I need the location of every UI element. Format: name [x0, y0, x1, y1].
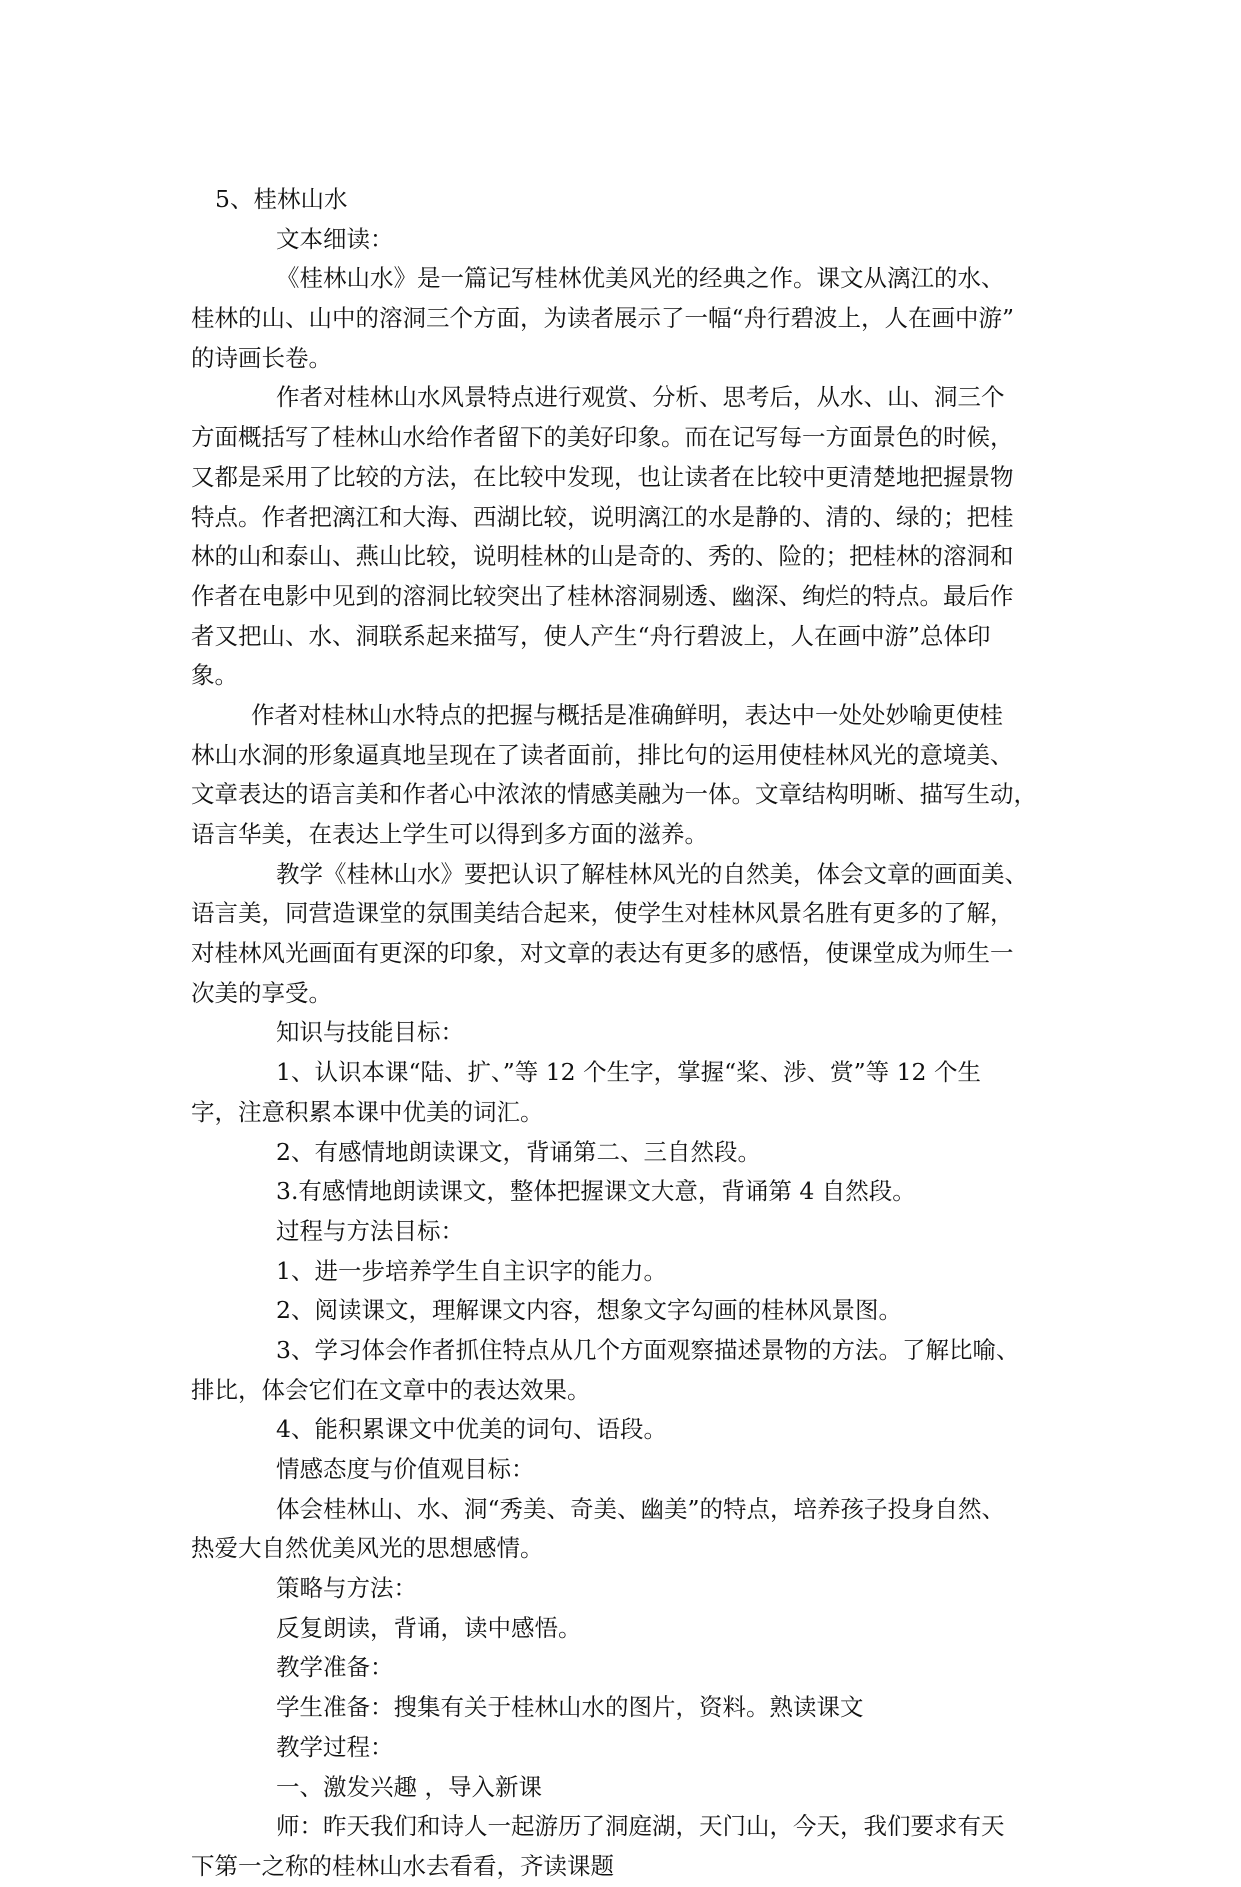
text-line: 过程与方法目标：	[276, 1216, 464, 1245]
text-line: 《桂林山水》是一篇记写桂林优美风光的经典之作。课文从漓江的水、	[276, 264, 1005, 293]
text-line: 排比，体会它们在文章中的表达效果。	[191, 1375, 591, 1404]
text-line: 者又把山、水、洞联系起来描写，使人产生“舟行碧波上，人在画中游”总体印	[191, 621, 991, 650]
text-line: 4、能积累课文中优美的词句、语段。	[276, 1415, 667, 1444]
text-line: 作者对桂林山水风景特点进行观赏、分析、思考后，从水、山、洞三个	[276, 383, 1005, 412]
text-line: 桂林的山、山中的溶洞三个方面，为读者展示了一幅“舟行碧波上，人在画中游”	[191, 304, 1015, 333]
text-line: 学生准备：搜集有关于桂林山水的图片，资料。熟读课文	[276, 1693, 864, 1722]
text-line: 次美的享受。	[191, 978, 332, 1007]
text-line: 情感态度与价值观目标：	[276, 1455, 535, 1483]
text-line: 字，注意积累本课中优美的词汇。	[191, 1097, 544, 1126]
text-line: 2、有感情地朗读课文，背诵第二、三自然段。	[276, 1137, 761, 1166]
text-line: 2、阅读课文，理解课文内容，想象文字勾画的桂林风景图。	[276, 1296, 902, 1325]
text-line: 下第一之称的桂林山水去看看，齐读课题	[191, 1851, 614, 1880]
text-line: 林的山和泰山、燕山比较，说明桂林的山是奇的、秀的、险的；把桂林的溶洞和	[191, 542, 1014, 571]
text-line: 又都是采用了比较的方法，在比较中发现，也让读者在比较中更清楚地把握景物	[191, 462, 1014, 491]
text-line: 方面概括写了桂林山水给作者留下的美好印象。而在记写每一方面景色的时候，	[191, 423, 1014, 452]
text-line: 1、认识本课“陆、扩、”等 12 个生字，掌握“桨、涉、赏”等 12 个生	[276, 1058, 981, 1087]
text-line: 的诗画长卷。	[191, 343, 332, 372]
text-line: 文章表达的语言美和作者心中浓浓的情感美融为一体。文章结构明晰、描写生动，	[191, 780, 1037, 809]
text-line: 教学过程：	[276, 1732, 394, 1761]
text-line: 热爱大自然优美风光的思想感情。	[191, 1534, 544, 1563]
document-page	[191, 180, 1061, 1887]
text-line: 一、激发兴趣 ，导入新课	[276, 1772, 542, 1801]
text-line: 特点。作者把漓江和大海、西湖比较，说明漓江的水是静的、清的、绿的；把桂	[191, 502, 1014, 531]
text-line: 语言华美，在表达上学生可以得到多方面的滋养。	[191, 820, 708, 848]
text-line: 象。	[191, 661, 238, 690]
text-line: 3.有感情地朗读课文，整体把握课文大意，背诵第 4 自然段。	[276, 1177, 916, 1206]
text-line: 3、学习体会作者抓住特点从几个方面观察描述景物的方法。了解比喻、	[276, 1335, 1020, 1364]
text-line: 知识与技能目标：	[276, 1018, 464, 1047]
text-line: 教学《桂林山水》要把认识了解桂林风光的自然美，体会文章的画面美、	[276, 859, 1028, 888]
text-line: 教学准备：	[276, 1653, 394, 1682]
text-line: 作者在电影中见到的溶洞比较突出了桂林溶洞剔透、幽深、绚烂的特点。最后作	[191, 581, 1014, 610]
text-line: 语言美，同营造课堂的氛围美结合起来，使学生对桂林风景名胜有更多的了解，	[191, 899, 1014, 928]
document-title: 5、桂林山水	[215, 185, 348, 213]
text-line: 体会桂林山、水、洞“秀美、奇美、幽美”的特点，培养孩子投身自然、	[276, 1494, 1006, 1523]
text-line: 反复朗读，背诵，读中感悟。	[276, 1613, 582, 1642]
text-line: 文本细读：	[276, 224, 394, 253]
text-line: 作者对桂林山水特点的把握与概括是准确鲜明，表达中一处处妙喻更使桂	[251, 700, 1003, 729]
text-line: 林山水洞的形象逼真地呈现在了读者面前，排比句的运用使桂林风光的意境美、	[191, 740, 1014, 769]
text-line: 1、进一步培养学生自主识字的能力。	[276, 1256, 667, 1285]
document-body	[191, 220, 1061, 1887]
text-line: 师：昨天我们和诗人一起游历了洞庭湖，天门山，今天，我们要求有天	[276, 1812, 1005, 1841]
text-line: 策略与方法：	[276, 1574, 417, 1603]
text-line: 对桂林风光画面有更深的印象，对文章的表达有更多的感悟，使课堂成为师生一	[191, 939, 1014, 968]
